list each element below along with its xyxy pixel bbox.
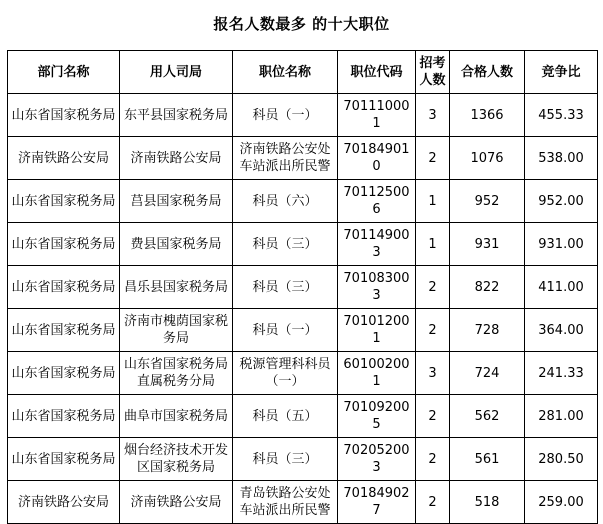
table-row [8,395,598,438]
table-cell: 山东省国家税务局 [8,223,120,266]
table-row [8,438,598,481]
table-cell: 364.00 [525,309,598,352]
table-cell: 2 [416,309,450,352]
table-cell: 山东省国家税务局 [8,94,120,137]
table-cell: 科员（一） [233,309,338,352]
table-row [8,137,598,180]
table-cell: 701849027 [338,481,416,524]
table-cell: 税源管理科科员（一） [233,352,338,395]
table-cell: 科员（三） [233,266,338,309]
table-cell: 2 [416,438,450,481]
table-cell: 701125006 [338,180,416,223]
table-cell: 济南铁路公安局 [120,137,233,180]
column-header: 用人司局 [120,51,233,94]
table-body [8,94,598,524]
table-cell: 曲阜市国家税务局 [120,395,233,438]
table-cell: 701012001 [338,309,416,352]
table-cell: 281.00 [525,395,598,438]
table-cell: 822 [450,266,525,309]
table-row [8,481,598,524]
table-cell: 山东省国家税务局 [8,352,120,395]
table-cell: 科员（五） [233,395,338,438]
table-cell: 518 [450,481,525,524]
table-cell: 山东省国家税务局 [8,309,120,352]
table-cell: 952.00 [525,180,598,223]
table-cell: 2 [416,481,450,524]
table-cell: 3 [416,352,450,395]
table-row [8,309,598,352]
table-cell: 701110001 [338,94,416,137]
column-header: 合格人数 [450,51,525,94]
table-cell: 济南铁路公安局 [8,137,120,180]
table-cell: 455.33 [525,94,598,137]
page-title: 报名人数最多 的十大职位 [213,15,390,33]
table-cell: 601002001 [338,352,416,395]
table-cell: 科员（六） [233,180,338,223]
table-cell: 济南铁路公安局 [8,481,120,524]
table-cell: 701149003 [338,223,416,266]
table-row [8,352,598,395]
table-cell: 科员（三） [233,438,338,481]
table-cell: 科员（一） [233,94,338,137]
table-cell: 3 [416,94,450,137]
table-cell: 728 [450,309,525,352]
table-cell: 931.00 [525,223,598,266]
table-cell: 2 [416,266,450,309]
table-cell: 费县国家税务局 [120,223,233,266]
table-cell: 2 [416,137,450,180]
top-positions-table [7,50,598,524]
table-cell: 562 [450,395,525,438]
table-cell: 山东省国家税务局 [8,395,120,438]
table-cell: 1076 [450,137,525,180]
table-header-row [8,51,598,94]
table-cell: 莒县国家税务局 [120,180,233,223]
column-header: 竞争比 [525,51,598,94]
table-cell: 济南铁路公安处车站派出所民警 [233,137,338,180]
table-cell: 青岛铁路公安处车站派出所民警 [233,481,338,524]
table-cell: 1366 [450,94,525,137]
table-cell: 1 [416,180,450,223]
table-cell: 280.50 [525,438,598,481]
table-cell: 538.00 [525,137,598,180]
table-cell: 241.33 [525,352,598,395]
table-row [8,94,598,137]
table-cell: 724 [450,352,525,395]
table-cell: 山东省国家税务局 [8,438,120,481]
table-cell: 702052003 [338,438,416,481]
table-cell: 1 [416,223,450,266]
table-cell: 411.00 [525,266,598,309]
table-cell: 山东省国家税务局 [8,180,120,223]
table-cell: 952 [450,180,525,223]
column-header: 部门名称 [8,51,120,94]
table-cell: 561 [450,438,525,481]
table-cell: 山东省国家税务局 [8,266,120,309]
table-row [8,180,598,223]
table-cell: 259.00 [525,481,598,524]
table-row [8,223,598,266]
table-cell: 701083003 [338,266,416,309]
table-cell: 烟台经济技术开发区国家税务局 [120,438,233,481]
table-cell: 701849010 [338,137,416,180]
table-cell: 701092005 [338,395,416,438]
table-cell: 科员（三） [233,223,338,266]
column-header: 职位名称 [233,51,338,94]
table-cell: 济南铁路公安局 [120,481,233,524]
table-row [8,266,598,309]
table-cell: 山东省国家税务局直属税务分局 [120,352,233,395]
table-cell: 昌乐县国家税务局 [120,266,233,309]
table-cell: 931 [450,223,525,266]
table-cell: 2 [416,395,450,438]
column-header: 招考人数 [416,51,450,94]
table-cell: 东平县国家税务局 [120,94,233,137]
table-cell: 济南市槐荫国家税务局 [120,309,233,352]
column-header: 职位代码 [338,51,416,94]
